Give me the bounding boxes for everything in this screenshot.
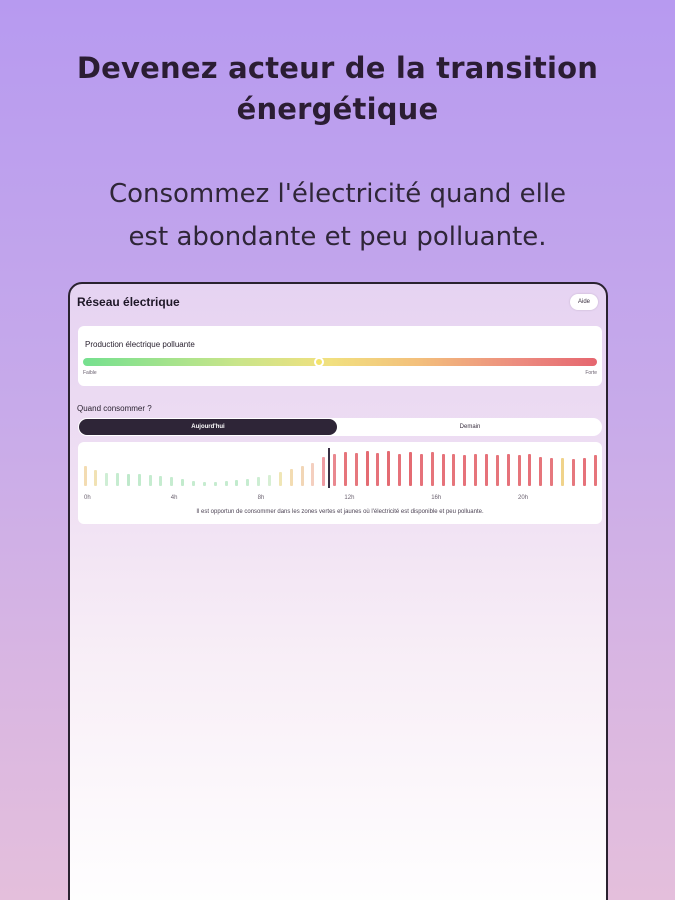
headline-line-2: énergétique: [236, 92, 439, 126]
chart-bar: [105, 473, 108, 486]
chart-bar: [225, 481, 228, 486]
chart-tick-label: 20h: [518, 495, 529, 501]
chart-bar: [583, 458, 586, 486]
chart-bar: [127, 474, 130, 486]
chart-bar: [539, 457, 542, 486]
subheadline-line-1: Consommez l'électricité quand elle: [108, 179, 567, 209]
chart-bar: [301, 466, 304, 486]
chart-bar: [246, 479, 249, 486]
chart-bar: [214, 482, 217, 486]
chart-bar: [116, 473, 119, 486]
chart-bar: [94, 470, 97, 486]
pollution-label: Production électrique polluante: [85, 340, 195, 349]
chart-bar: [452, 454, 455, 486]
chart-bar: [463, 455, 466, 486]
chart-bar: [257, 477, 260, 486]
chart-bar: [561, 458, 564, 486]
chart-tick-label: 16h: [431, 495, 442, 501]
chart-bar: [507, 454, 510, 486]
headline: [0, 48, 675, 130]
chart-bar: [279, 472, 282, 486]
scale-low-label: Faible: [83, 370, 97, 376]
chart-bar: [594, 455, 597, 486]
pollution-card: [78, 326, 602, 386]
chart-bar: [138, 474, 141, 486]
tablet-frame: [68, 282, 608, 900]
chart-bar: [442, 454, 445, 486]
chart-bar: [268, 475, 271, 486]
subheadline-line-2: est abondante et peu polluante.: [128, 222, 547, 252]
app-top-bar: [70, 284, 606, 318]
page-title: Réseau électrique: [77, 295, 180, 309]
chart-bar: [203, 482, 206, 486]
chart-bar: [387, 451, 390, 486]
chart-bar: [528, 454, 531, 486]
chart-bar: [420, 454, 423, 486]
chart-bar: [333, 454, 336, 486]
tab-today[interactable]: Aujourd'hui: [79, 419, 337, 435]
chart-bar: [170, 477, 173, 486]
consumption-chart-card: [78, 442, 602, 524]
chart-bar: [355, 453, 358, 486]
chart-bar: [235, 480, 238, 486]
chart-bar: [431, 452, 434, 486]
tab-tomorrow[interactable]: Demain: [459, 424, 481, 430]
chart-bar: [311, 463, 314, 486]
consumption-chart: [78, 442, 602, 502]
chart-bar: [366, 451, 369, 486]
when-to-consume-label: Quand consommer ?: [77, 404, 152, 413]
pollution-gradient-bar: [83, 358, 597, 366]
chart-bar: [518, 455, 521, 486]
help-button[interactable]: Aide: [570, 294, 598, 310]
chart-tick-label: 8h: [257, 495, 265, 501]
chart-bar: [181, 479, 184, 486]
chart-bar: [344, 452, 347, 486]
current-time-marker: [328, 448, 330, 488]
chart-bar: [550, 458, 553, 486]
chart-bar: [398, 454, 401, 486]
headline-line-1: Devenez acteur de la transition: [76, 51, 599, 85]
pollution-level-indicator: [314, 357, 324, 367]
chart-bar: [485, 454, 488, 486]
chart-bar: [496, 455, 499, 486]
chart-tick-label: 4h: [170, 495, 178, 501]
subheadline: [0, 173, 675, 259]
chart-bar: [84, 466, 87, 486]
chart-bar: [376, 453, 379, 486]
chart-tick-label: 0h: [84, 495, 91, 501]
chart-bar: [409, 452, 412, 486]
chart-bar: [474, 454, 477, 486]
chart-bar: [159, 476, 162, 486]
chart-bar: [572, 459, 575, 486]
chart-bar: [322, 457, 325, 486]
chart-hint: Il est opportun de consommer dans les zones vertes et jaunes où l'électricité est disponible et peu polluante.: [196, 509, 484, 515]
chart-tick-label: 12h: [344, 495, 355, 501]
day-selector: [78, 418, 602, 436]
scale-high-label: Forte: [585, 370, 597, 376]
chart-bar: [290, 469, 293, 486]
chart-bar: [149, 475, 152, 486]
chart-bar: [192, 481, 195, 486]
